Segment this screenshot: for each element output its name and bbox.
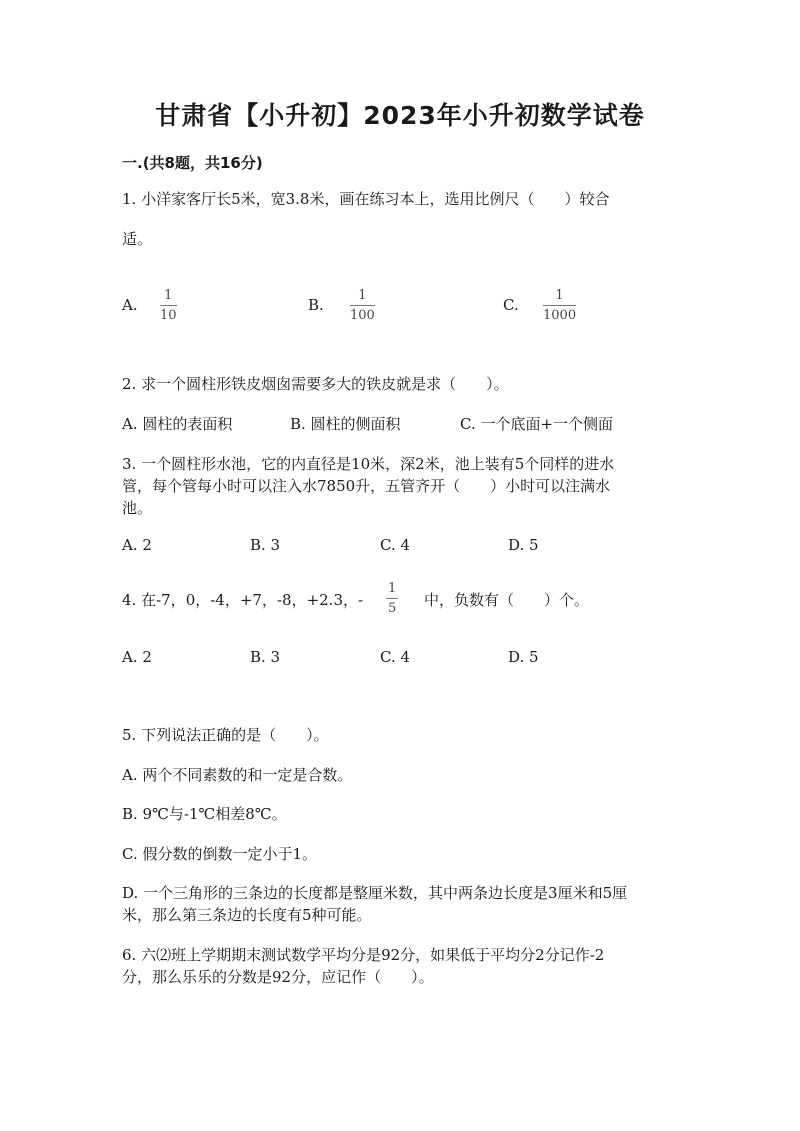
question-3-text-line-2: 管，每个管每小时可以注入水7850升，五管齐开（ ）小时可以注满水: [122, 477, 611, 495]
question-6-text-line-1: 6. 六⑵班上学期期末测试数学平均分是92分，如果低于平均分2分记作-2: [122, 946, 605, 964]
question-1-text-line-2: 适。: [122, 230, 153, 248]
question-5-option-c: C. 假分数的倒数一定小于1。: [122, 845, 318, 863]
question-3-option-b: B. 3: [250, 536, 281, 554]
question-2-option-c: C. 一个底面+一个侧面: [460, 415, 614, 433]
fraction-denominator: 5: [388, 601, 397, 616]
question-4-fraction: [386, 582, 398, 615]
question-4-option-c: C. 4: [380, 648, 411, 666]
question-3-option-d: D. 5: [508, 536, 539, 554]
question-5-option-b: B. 9℃与-1℃相差8℃。: [122, 805, 287, 823]
fraction-numerator: 1: [164, 288, 173, 303]
question-4-option-a: A. 2: [122, 648, 152, 666]
question-1-option-b-label: B.: [308, 296, 324, 314]
question-6-text-line-2: 分，那么乐乐的分数是92分，应记作（ ）。: [122, 968, 434, 986]
fraction-numerator: 1: [388, 581, 397, 596]
section-heading: 一.(共8题，共16分): [122, 154, 263, 172]
fraction-denominator: 10: [160, 308, 177, 323]
question-1-option-b-fraction: [350, 289, 375, 322]
question-4-option-b: B. 3: [250, 648, 281, 666]
question-5-option-d-line-2: 米，那么第三条边的长度有5种可能。: [122, 906, 372, 924]
question-5-option-d-line-1: D. 一个三角形的三条边的长度都是整厘米数，其中两条边长度是3厘米和5厘: [122, 884, 628, 902]
question-1-option-a-fraction: [160, 289, 177, 322]
question-2-text: 2. 求一个圆柱形铁皮烟囱需要多大的铁皮就是求（ ）。: [122, 375, 509, 393]
fraction-denominator: 100: [350, 308, 375, 323]
question-4-text-prefix: 4. 在-7，0，-4，+7，-8，+2.3，-: [122, 591, 364, 609]
question-4-text-suffix: 中，负数有（ ）个。: [424, 591, 590, 609]
question-3-option-a: A. 2: [122, 536, 152, 554]
question-3-text-line-3: 池。: [122, 499, 153, 517]
question-1-option-c-label: C.: [503, 296, 519, 314]
page-title: 甘肃省【小升初】2023年小升初数学试卷: [155, 101, 645, 130]
question-1-option-a-label: A.: [122, 296, 138, 314]
fraction-denominator: 1000: [543, 308, 577, 323]
question-3-option-c: C. 4: [380, 536, 411, 554]
question-1-option-c-fraction: [543, 289, 576, 322]
fraction-numerator: 1: [358, 288, 367, 303]
fraction-numerator: 1: [555, 288, 564, 303]
question-4-option-d: D. 5: [508, 648, 539, 666]
question-2-option-b: B. 圆柱的侧面积: [290, 415, 401, 433]
question-5-text: 5. 下列说法正确的是（ ）。: [122, 726, 329, 744]
question-5-option-a: A. 两个不同素数的和一定是合数。: [122, 766, 353, 784]
question-1-text-line-1: 1. 小洋家客厅长5米，宽3.8米，画在练习本上，选用比例尺（ ）较合: [122, 190, 610, 208]
question-3-text-line-1: 3. 一个圆柱形水池，它的内直径是10米，深2米，池上装有5个同样的进水: [122, 455, 615, 473]
question-2-option-a: A. 圆柱的表面积: [122, 415, 233, 433]
